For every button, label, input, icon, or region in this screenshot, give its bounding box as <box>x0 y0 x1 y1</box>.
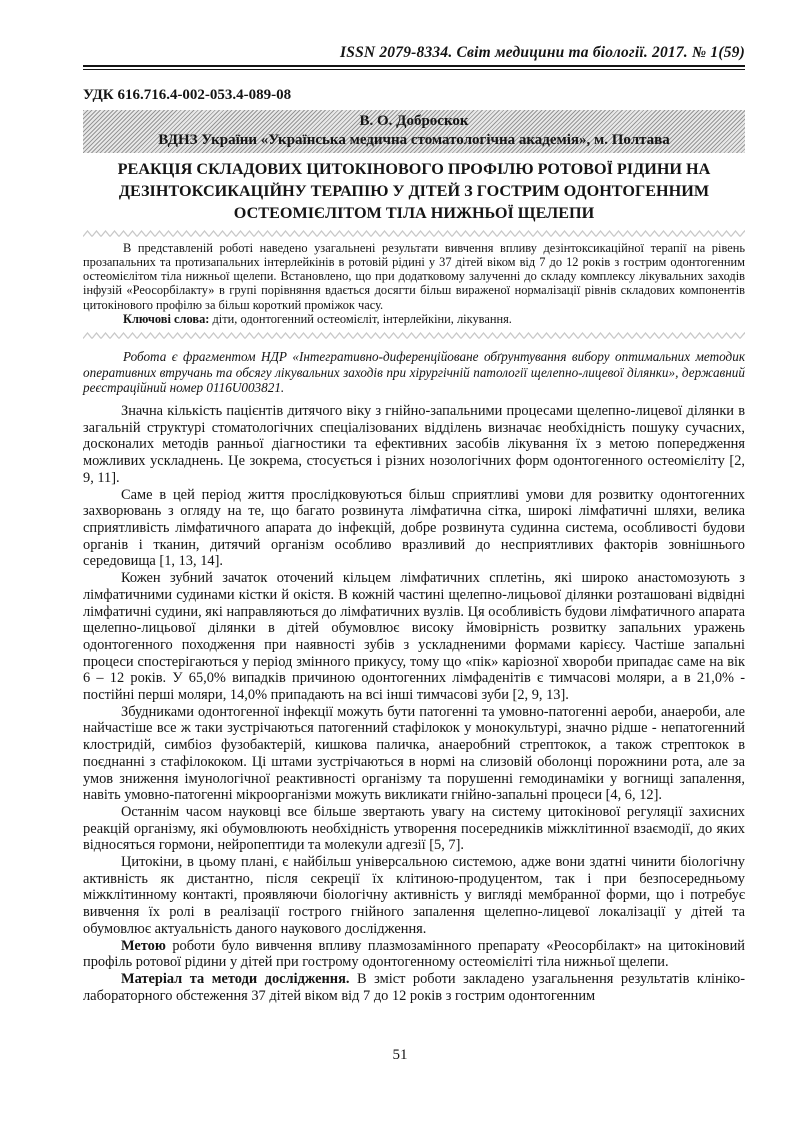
affiliation-line: ВДНЗ України «Українська медична стоматологічна академія», м. Полтава <box>158 131 670 148</box>
text-segment: В зміст роботи закладено узагальнення результатів клініко-лабораторного обстеження 37 дітей віком від 7 до 12 років з гострим одонтогенним <box>83 970 745 1004</box>
body-paragraph <box>83 854 745 938</box>
research-program-note: Робота є фрагментом НДР «Інтегративно-диференційоване обґрунтування вибору оптимальних методик оперативних втручань та обсягу лікувальних заходів при хірургічній патології щелепно-лицевої ділянки», державний реєстраційний номер 0116U003821. <box>83 349 745 396</box>
keywords-line <box>83 312 745 326</box>
author-affiliation-block <box>83 110 745 153</box>
journal-issn-header: ISSN 2079-8334. Світ медицини та біології. 2017. № 1(59) <box>340 44 745 61</box>
article-body <box>83 403 745 1004</box>
author-name: В. О. Доброскок <box>359 112 469 129</box>
page-content <box>83 0 745 1004</box>
abstract-text: В представленій роботі наведено узагальнені результати вивчення впливу дезінтоксикаційної терапії на рівень прозапальних та протизапальних інтерлейкінів в ротовій рідині у 37 дітей віком від 7 до 12 років з гострим одонтогенним остеомієлітом тіла нижньої щелепи. Встановлено, що при додатковому залученні до складу комплексу лікувальних заходів інфузій «Реосорбілакту» в групі порівняння вдається досягти більш вираженої нормалізації рівнів складових компонентів цитокінового профілю за більш короткий проміжок часу. <box>83 240 745 312</box>
text-segment: роботи було вивчення впливу плазмозамінного препарату «Реосорбілакт» на цитокіновий профіль ротової рідини у дітей при гострому одонтогенному остеомієліті тіла нижньої щелепи. <box>83 937 745 971</box>
text-segment: Саме в цей період життя прослідковуються більш сприятливі умови для розвитку одонтогенних захворювань з огляду на те, що багато розвинута лімфатична сітка, широкі лімфатичні шляхи, велика сприятливість лімфатичного апарата до інфекцій, добре розвинута судинна система, особливості будови органів і тканин, дитячий організм особливо вразливий до несприятливих факторів зовнішнього середовища [1, 13, 14]. <box>83 486 745 570</box>
body-paragraph <box>83 804 745 854</box>
zigzag-separator-icon <box>83 332 745 340</box>
text-segment: Ключові слова: <box>123 311 213 326</box>
text-segment: діти, одонтогенний остеомієліт, інтерлейкіни, лікування. <box>212 311 512 326</box>
abstract-block <box>83 241 745 327</box>
text-segment: Цитокіни, в цьому плані, є найбільш універсальною системою, адже вони здатні чинити біологічну активність як дистантно, після секреції їх клітиною-продуцентом, так і при безпосередньому міжклітинному контакті, проявляючи біологічну активність у вигляді мембранної форми, що і потребує вивчення їх ролі в реалізації гострого гнійного запалення щелепно-лицевої локалізації у дітей та обумовлює актуальність даного наукового дослідження. <box>83 854 745 937</box>
body-paragraph <box>83 938 745 971</box>
text-segment: Значна кількість пацієнтів дитячого віку з гнійно-запальними процесами щелепно-лицевої ділянки в загальній структурі стоматологічних спеціалізованих відділень визначає необхідність пошуку сучасних, досконалих методів ранньої діагностики та ефективних засобів лікування їх з метою попередження можливих ускладнень. Це зокрема, стосується і різних нозологічних форм одонтогенного остеомієліту [2, 9, 11]. <box>83 403 745 486</box>
text-segment: Кожен зубний зачаток оточений кільцем лімфатичних сплетінь, які широко анастомозують з лімфатичними судинами кістки й окістя. В кожній частині щелепно-лицьової ділянки розташовані відвідні лімфатичні судини, які направляються до лімфатичних вузлів. Ця особливість будови лімфатичного апарата щелепно-лицьової ділянки в дітей обумовлює високу ймовірність розвитку запальних уражень одонтогенного походження при наявності зубів з ускладненими формами карієсу. Частіше запальні процеси спостерігаються у період змінного прикусу, тому що «пік» каріозної хвороби припадає саме на вік 6 – 12 років. У 65,0% випадків причиною одонтогенних лімфаденітів є тимчасові моляри, а в 21,0% - постійні перші моляри, 14,0% припадають на всі інші тимчасові зуби [2, 9, 13]. <box>83 570 745 704</box>
udk-code: УДК 616.716.4-002-053.4-089-08 <box>83 86 292 103</box>
body-paragraph <box>83 570 745 704</box>
zigzag-separator-icon <box>83 230 745 238</box>
body-paragraph <box>83 487 745 571</box>
text-segment: Матеріал та методи дослідження. <box>121 970 350 987</box>
body-paragraph <box>83 971 745 1004</box>
header-rule-divider <box>83 65 745 70</box>
page-number: 51 <box>392 1047 408 1063</box>
text-segment: Останнім часом науковці все більше звертають увагу на систему цитокінової регуляції захисних реакцій організму, які обумовлюють необхідність утворення посередників міжклітинної взаємодії, до яких відносяться гормони, нейропептиди та молекули адгезії [5, 7]. <box>83 803 745 854</box>
article-title: РЕАКЦІЯ СКЛАДОВИХ ЦИТОКІНОВОГО ПРОФІЛЮ РОТОВОЇ РІДИНИ НА ДЕЗІНТОКСИКАЦІЙНУ ТЕРАПІЮ У ДІТЕЙ З ГОСТРИМ ОДОНТОГЕННИМ ОСТЕОМІЄЛІТОМ ТІЛА НИЖНЬОЇ ЩЕЛЕПИ <box>117 159 711 222</box>
text-segment: Метою <box>121 937 166 954</box>
body-paragraph <box>83 704 745 804</box>
text-segment: Збудниками одонтогенної інфекції можуть бути патогенні та умовно-патогенні аероби, анаероби, але найчастіше все ж таки зустрічаються патогенний стафілокок у монокультурі, значно рідше - непатогенний клостридій, симбіоз фузобактерій, кишкова паличка, анаеробний стрептокок, а також стрептокок в поєднанні з стафілококом. Ці штами зустрічаються в нормі на слизовій оболонці порожнини рота, але за умов зниження імунологічної реактивності організму та порушенні гемодинаміки у вогнищі запалення, навіть умовно-патогенні мікроорганізми можуть викликати гнійно-запальні процеси [4, 6, 12]. <box>83 703 745 804</box>
body-paragraph <box>83 403 745 487</box>
